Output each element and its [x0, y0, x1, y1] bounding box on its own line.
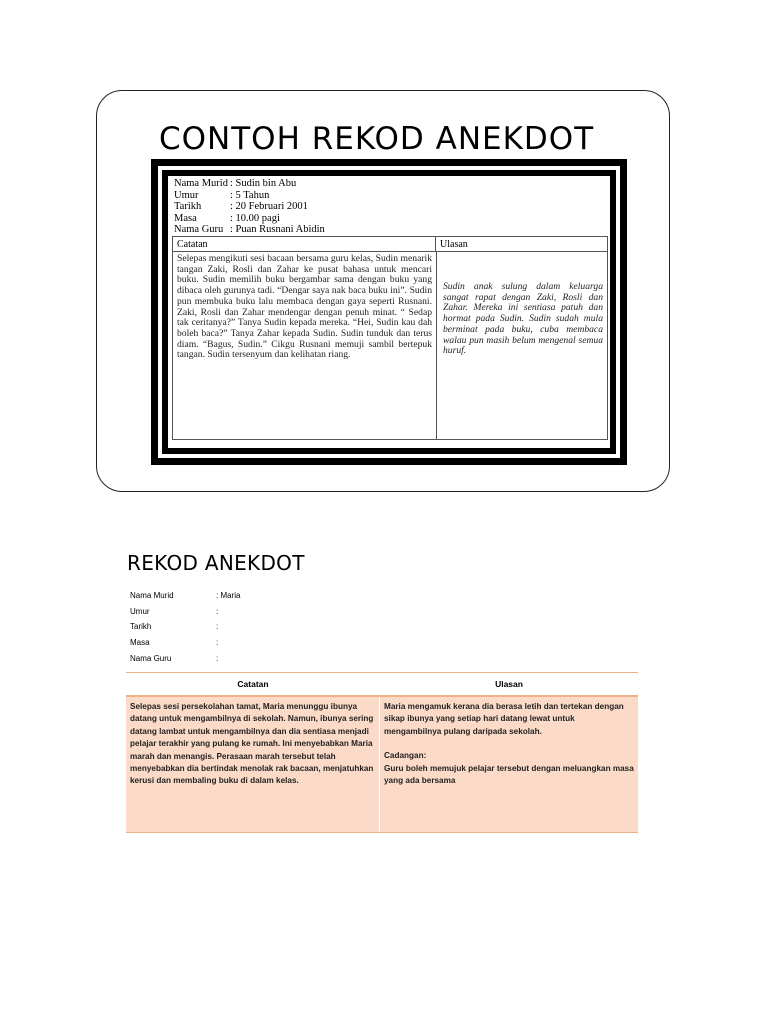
column-header-ulasan: Ulasan [495, 679, 523, 689]
detail-row: Umur : [130, 606, 219, 616]
record-table [126, 672, 638, 832]
example-sheet [168, 176, 610, 448]
example-frame [151, 159, 627, 465]
detail-row: Nama Murid : Maria [130, 591, 241, 601]
example-table [172, 236, 608, 440]
detail-row: Tarikh : [130, 622, 219, 632]
column-header-catatan: Catatan [173, 237, 436, 251]
column-header-ulasan: Ulasan [440, 239, 468, 250]
ulasan-text: Sudin anak sulung dalam keluarga sangat rapat dengan Zaki, Rosli dan Zahar. Mereka ini sentiasa patuh dan hormat pada Sudin. Sudin sudah mula berminat pada buku, cuba membaca walau pun masih belum mengenal semua huruf. [443, 281, 603, 357]
info-row: Tarikh : 20 Februari 2001 [174, 201, 308, 212]
ulasan-text: Maria mengamuk kerana dia berasa letih dan tertekan dengan sikap ibunya yang setiap hari datang lewat untuk mengambilnya pulang daripada sekolah. [384, 702, 624, 736]
info-row: Umur : 5 Tahun [174, 189, 270, 201]
example-table-header [173, 237, 607, 252]
record-title: REKOD ANEKDOT [127, 551, 305, 575]
info-row: Masa : 10.00 pagi [174, 212, 280, 224]
example-info [174, 178, 325, 236]
record-details [130, 588, 240, 666]
detail-row: Masa : [130, 638, 219, 648]
record-table-body [126, 697, 638, 833]
catatan-cell [126, 697, 380, 832]
info-row: Nama Guru : Puan Rusnani Abidin [174, 224, 325, 235]
info-row: Nama Murid : Sudin bin Abu [174, 178, 297, 189]
cadangan-text: Guru boleh memujuk pelajar tersebut dengan meluangkan masa yang ada bersama [384, 763, 634, 786]
column-header-catatan: Catatan [237, 679, 269, 689]
catatan-text: Selepas sesi persekolahan tamat, Maria menunggu ibunya datang untuk mengambilnya di sekolah. Namun, ibunya sering datang lambat untuk mengambilnya dan dia sentiasa menjadi pelajar terakhir yang pulang ke rumah. Ini menyebabkan Maria marah dan menangis. Perasaan marah tersebut telah menyebabkan dia bertindak menolak rak bacaan, menjatuhkan kerusi dan membaling buku di dalam kelas. [130, 702, 374, 786]
example-table-body [173, 252, 607, 440]
cadangan-label: Cadangan: [384, 751, 427, 761]
ulasan-cell [380, 697, 638, 832]
example-title: CONTOH REKOD ANEKDOT [159, 121, 595, 157]
catatan-text: Selepas mengikuti sesi bacaan bersama guru kelas, Sudin menarik tangan Zaki, Rosli dan Zahar ke pusat bahasa untuk mencari buku. Sudin memilih buku bergambar sama dengan buku yang dibaca oleh gurunya tadi. “Dengar saya nak baca buku ini”. Sudin pun membuka buku lalu membaca dengan gaya seperti Rusnani. Zaki, Rosli dan Zahar mendengar dengan penuh minat. “ Sedap tak ceritanya?” Tanya Sudin kepada mereka. “Hei, Sudin kau dah boleh baca?” Tanya Zahar kepada Sudin. Sudin tunduk dan terus diam. “Bagus, Sudin.” Cikgu Rusnani memuji sambil bertepuk tangan. Sudin tersenyum dan kelihatan riang. [177, 253, 432, 361]
example-card [96, 90, 670, 492]
detail-row: Nama Guru : [130, 653, 219, 663]
record-table-header [126, 672, 638, 697]
